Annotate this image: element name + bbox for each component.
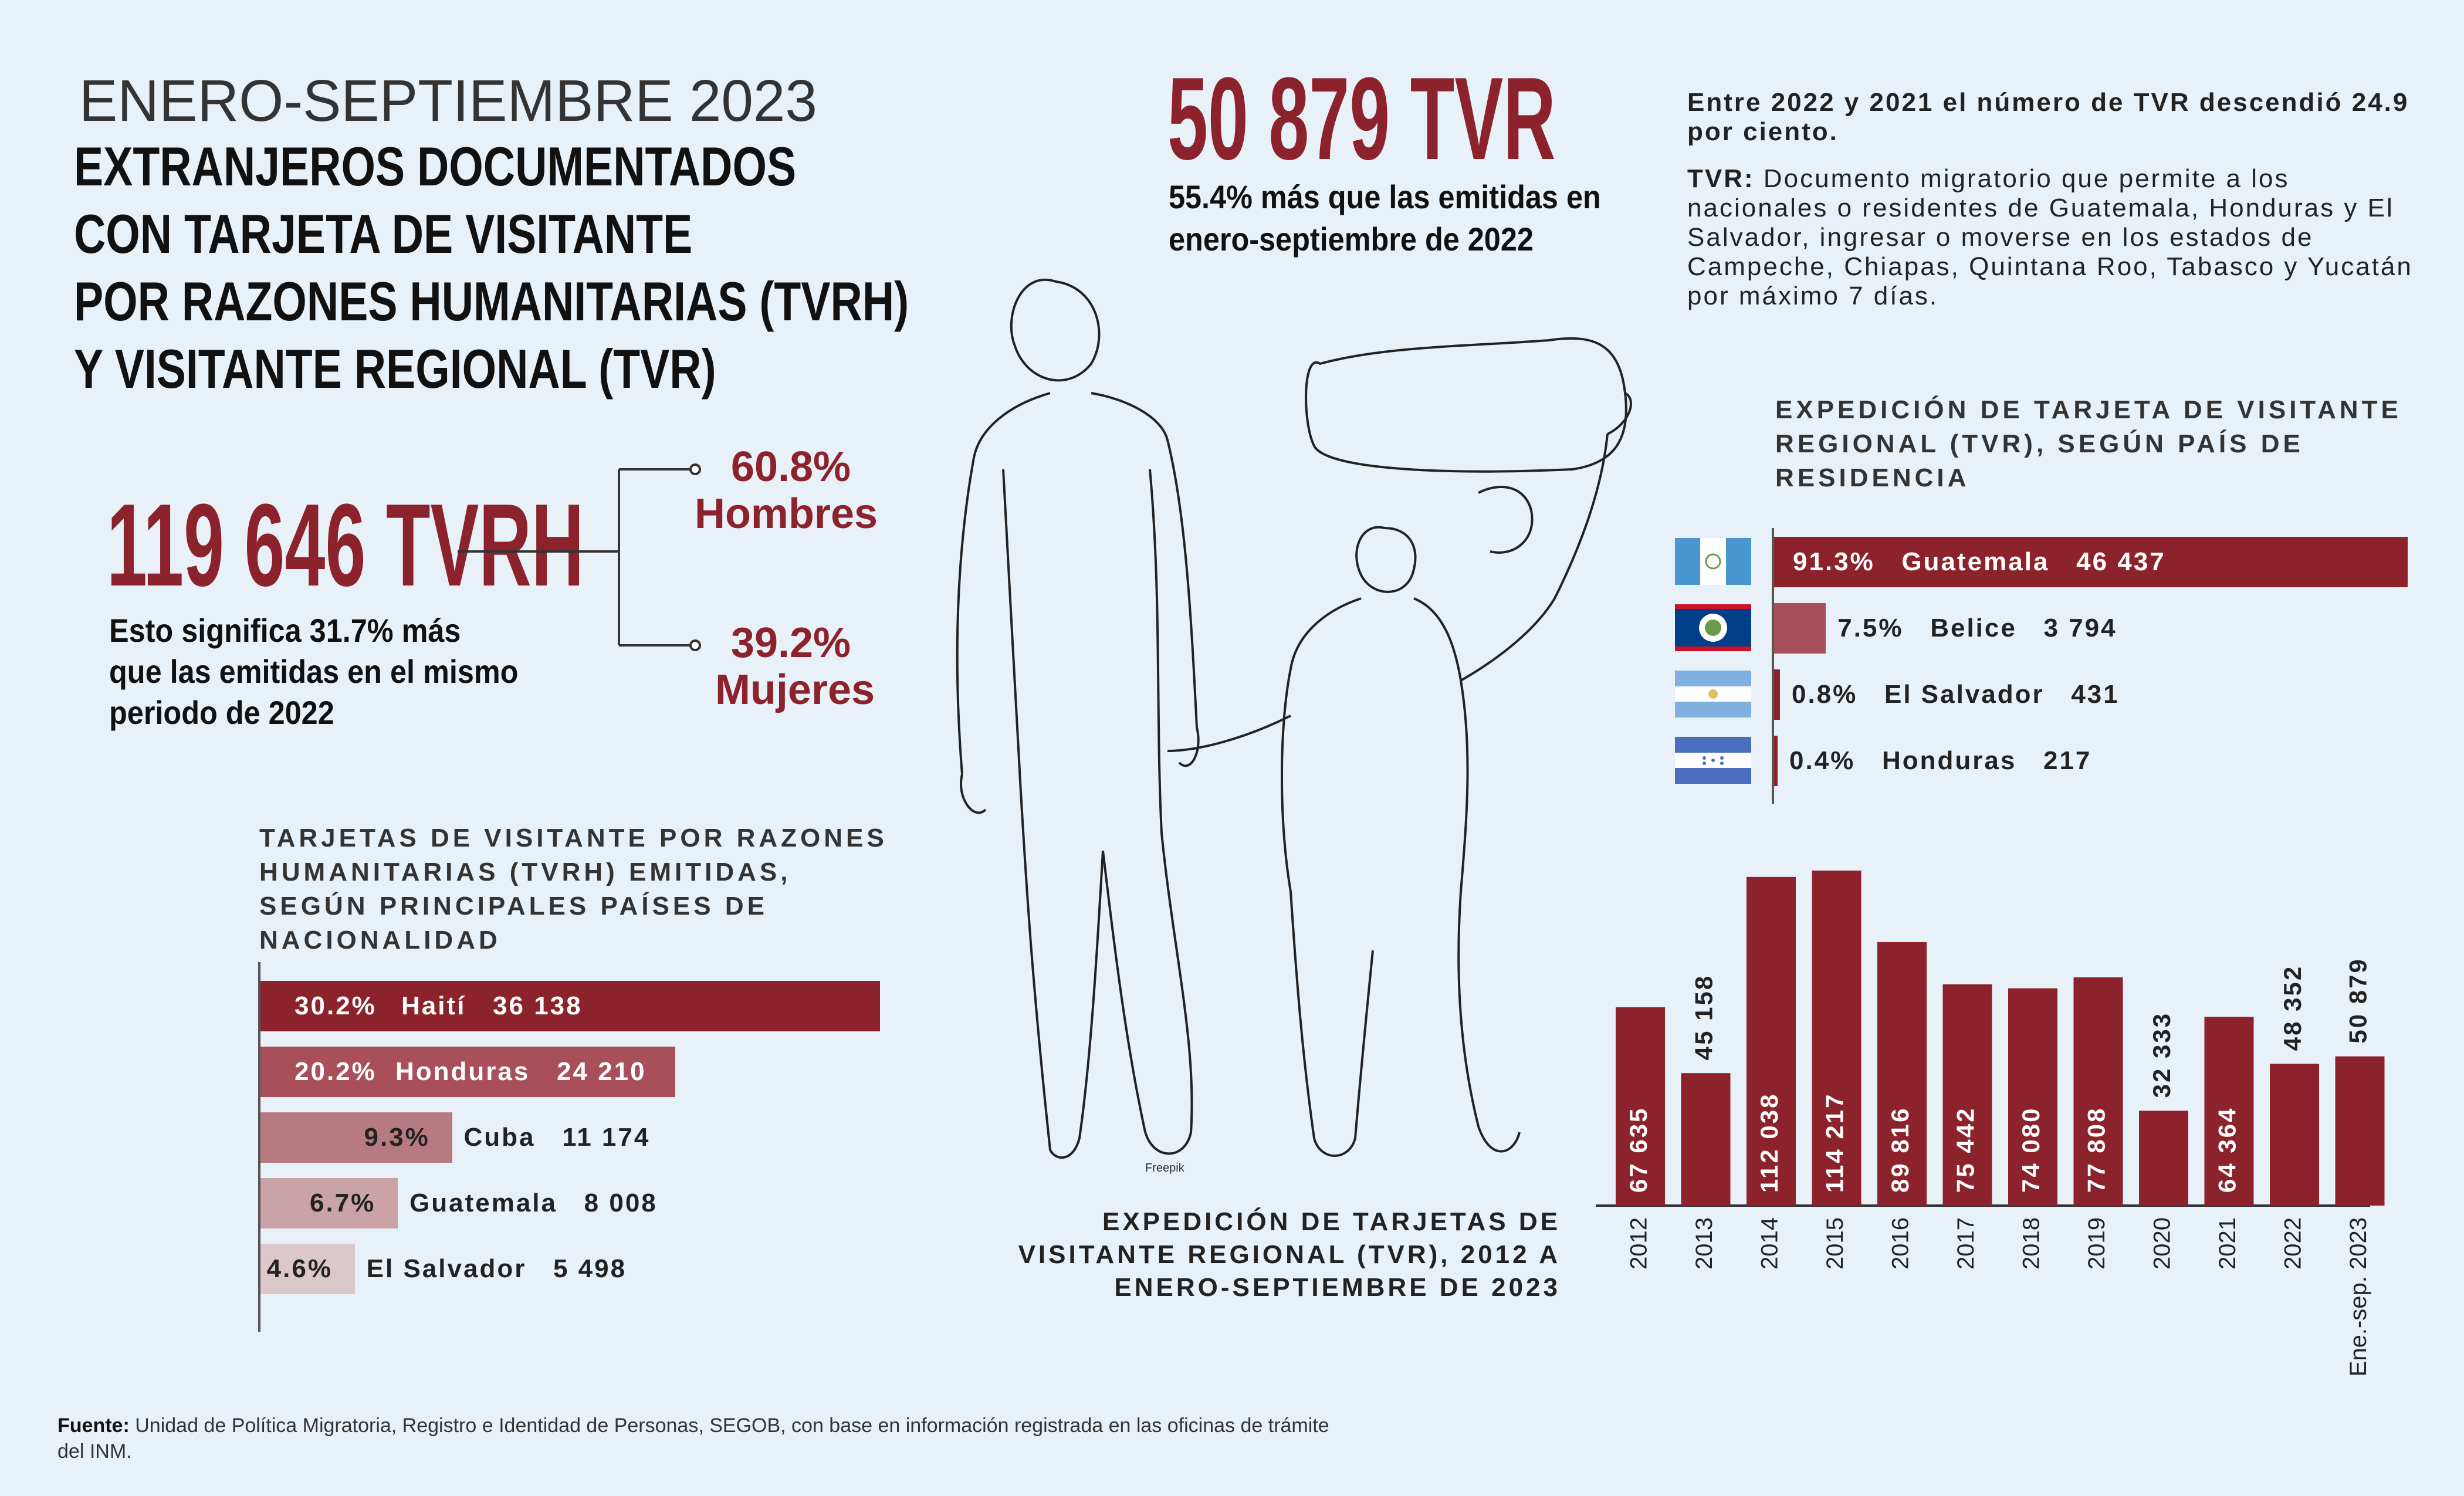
tvr-definition-text: Documento migratorio que permite a los nacionales o residentes de Guatemala, Honduras y El Salvador, ingresar o moverse en los estados de Campeche, Chiapas, Quintana Roo, Tabasco y Yucatán por máximo 7 días. [1687,164,2413,310]
tvrh-total: 119 646 TVRH [107,480,584,611]
tvr-country-bar [1774,669,1780,720]
tvrh-bar-label: El Salvador 5 498 [366,1254,627,1283]
year-bar [2270,1064,2319,1206]
tvrh-bar-percentage: 6.7% [310,1189,376,1217]
tvrh-bar-label: Haití 36 138 [401,991,583,1020]
year-axis-label: 2013 [1691,1217,1718,1270]
women-label: Mujeres [715,666,875,713]
year-bar-value: 77 808 [2082,1106,2110,1193]
year-axis-label: 2016 [1887,1217,1914,1270]
year-axis-label: 2022 [2280,1217,2306,1270]
men-label: Hombres [694,490,878,537]
source-text: Unidad de Política Migratoria, Registro e Identidad de Personas, SEGOB, con base en información registrada en las oficinas de trámite del INM. [57,1414,1329,1463]
year-axis-label: 2012 [1626,1217,1652,1270]
tvr-country-bar-label: 91.3% Guatemala 46 437 [1793,547,2166,576]
main-title-line-3: POR RAZONES HUMANITARIAS (TVRH) [74,270,909,332]
tvr-country-bar [1774,603,1826,654]
tvr-country-bar [1774,736,1778,786]
year-bar [2336,1057,2385,1206]
year-bar-value: 45 158 [1690,974,1718,1061]
tvr-total: 50 879 TVR [1167,53,1556,184]
gender-connector-lines [0,0,763,704]
year-bar-value: 112 038 [1755,1092,1783,1193]
year-bar-value: 114 217 [1820,1092,1849,1193]
tvrh-bar-percentage: 9.3% [364,1123,430,1152]
year-axis-label: Ene.-sep. 2023 [2345,1217,2372,1377]
tvr-comparison: 55.4% más que las emitidas en enero-septiembre de 2022 [1169,178,1601,258]
source-footer [57,1413,1348,1464]
tvrh-bar-percentage: 20.2% [295,1057,377,1086]
main-title-line-4: Y VISITANTE REGIONAL (TVR) [74,338,716,400]
year-bar-value: 74 080 [2017,1106,2045,1193]
year-axis-label: 2019 [2084,1217,2110,1270]
year-axis-label: 2017 [1953,1217,1979,1270]
year-axis-label: 2020 [2149,1217,2175,1270]
tvrh-chart-title-text: TARJETAS DE VISITANTE POR RAZONES HUMANITARIAS (TVRH) EMITIDAS, SEGÚN PRINCIPALES PAÍSES DE NACIONALIDAD [259,824,888,955]
source-label: Fuente: [57,1414,130,1437]
year-bar-value: 64 364 [2213,1106,2241,1193]
year-bar [2139,1111,2188,1206]
flag-belize-icon [1675,604,1751,651]
year-bar-value: 89 816 [1886,1106,1914,1193]
tvr-info [1687,88,2421,311]
year-bar-value: 32 333 [2148,1011,2176,1098]
tvr-yearly-chart-title: EXPEDICIÓN DE TARJETAS DE VISITANTE REGIONAL (TVR), 2012 A ENERO-SEPTIEMBRE DE 2023 [1018,1207,1561,1302]
year-bar-value: 75 442 [1951,1106,1979,1193]
tvrh-bar-percentage: 30.2% [295,991,377,1020]
tvr-yearly-chart [1584,821,2405,1414]
tvrh-bar-label: Guatemala 8 008 [409,1189,658,1217]
tvrh-chart-title [259,821,905,957]
men-percentage: 60.8% [730,444,851,490]
main-title-line-1: EXTRANJEROS DOCUMENTADOS [74,136,797,197]
illustration-credit: Freepik [1145,1162,1184,1175]
year-axis-label: 2018 [2018,1217,2045,1270]
tvr-definition-label: TVR: [1687,164,1755,193]
tvr-country-chart-title-text: EXPEDICIÓN DE TARJETA DE VISITANTE REGIONAL (TVR), SEGÚN PAÍS DE RESIDENCIA [1775,395,2402,492]
year-axis-label: 2014 [1756,1217,1783,1270]
tvr-definition [1687,164,2421,311]
tvrh-bar-label: Honduras 24 210 [395,1057,647,1086]
tvr-country-chart-title [1775,393,2421,495]
tvr-country-bar-label: 0.4% Honduras 217 [1789,746,2092,775]
year-bar [1681,1073,1731,1206]
flag-guatemala-icon [1675,538,1751,585]
tvrh-description: Esto significa 31.7% más que las emitidas en el mismo periodo de 2022 [109,612,519,731]
main-title-line-2: CON TARJETA DE VISITANTE [74,203,693,265]
period-title: ENERO-SEPTIEMBRE 2023 [79,68,817,134]
year-bar-value: 50 879 [2344,957,2372,1044]
tvrh-bar-percentage: 4.6% [266,1254,333,1283]
women-percentage: 39.2% [730,620,851,666]
year-bar-value: 48 352 [2279,964,2307,1051]
year-axis-label: 2015 [1822,1217,1849,1270]
tvr-country-bar-label: 7.5% Belice 3 794 [1837,614,2117,642]
tvr-info-decline: Entre 2022 y 2021 el número de TVR descendió 24.9 por ciento. [1687,88,2409,146]
year-axis-label: 2021 [2215,1217,2241,1270]
tvrh-bar-label: Cuba 11 174 [463,1123,651,1152]
year-bar-value: 67 635 [1624,1106,1653,1193]
tvr-country-bar-label: 0.8% El Salvador 431 [1792,680,2120,709]
flag-honduras-icon [1675,737,1751,784]
migrants-line-illustration [915,246,1701,1162]
flag-el-salvador-icon [1675,671,1751,717]
